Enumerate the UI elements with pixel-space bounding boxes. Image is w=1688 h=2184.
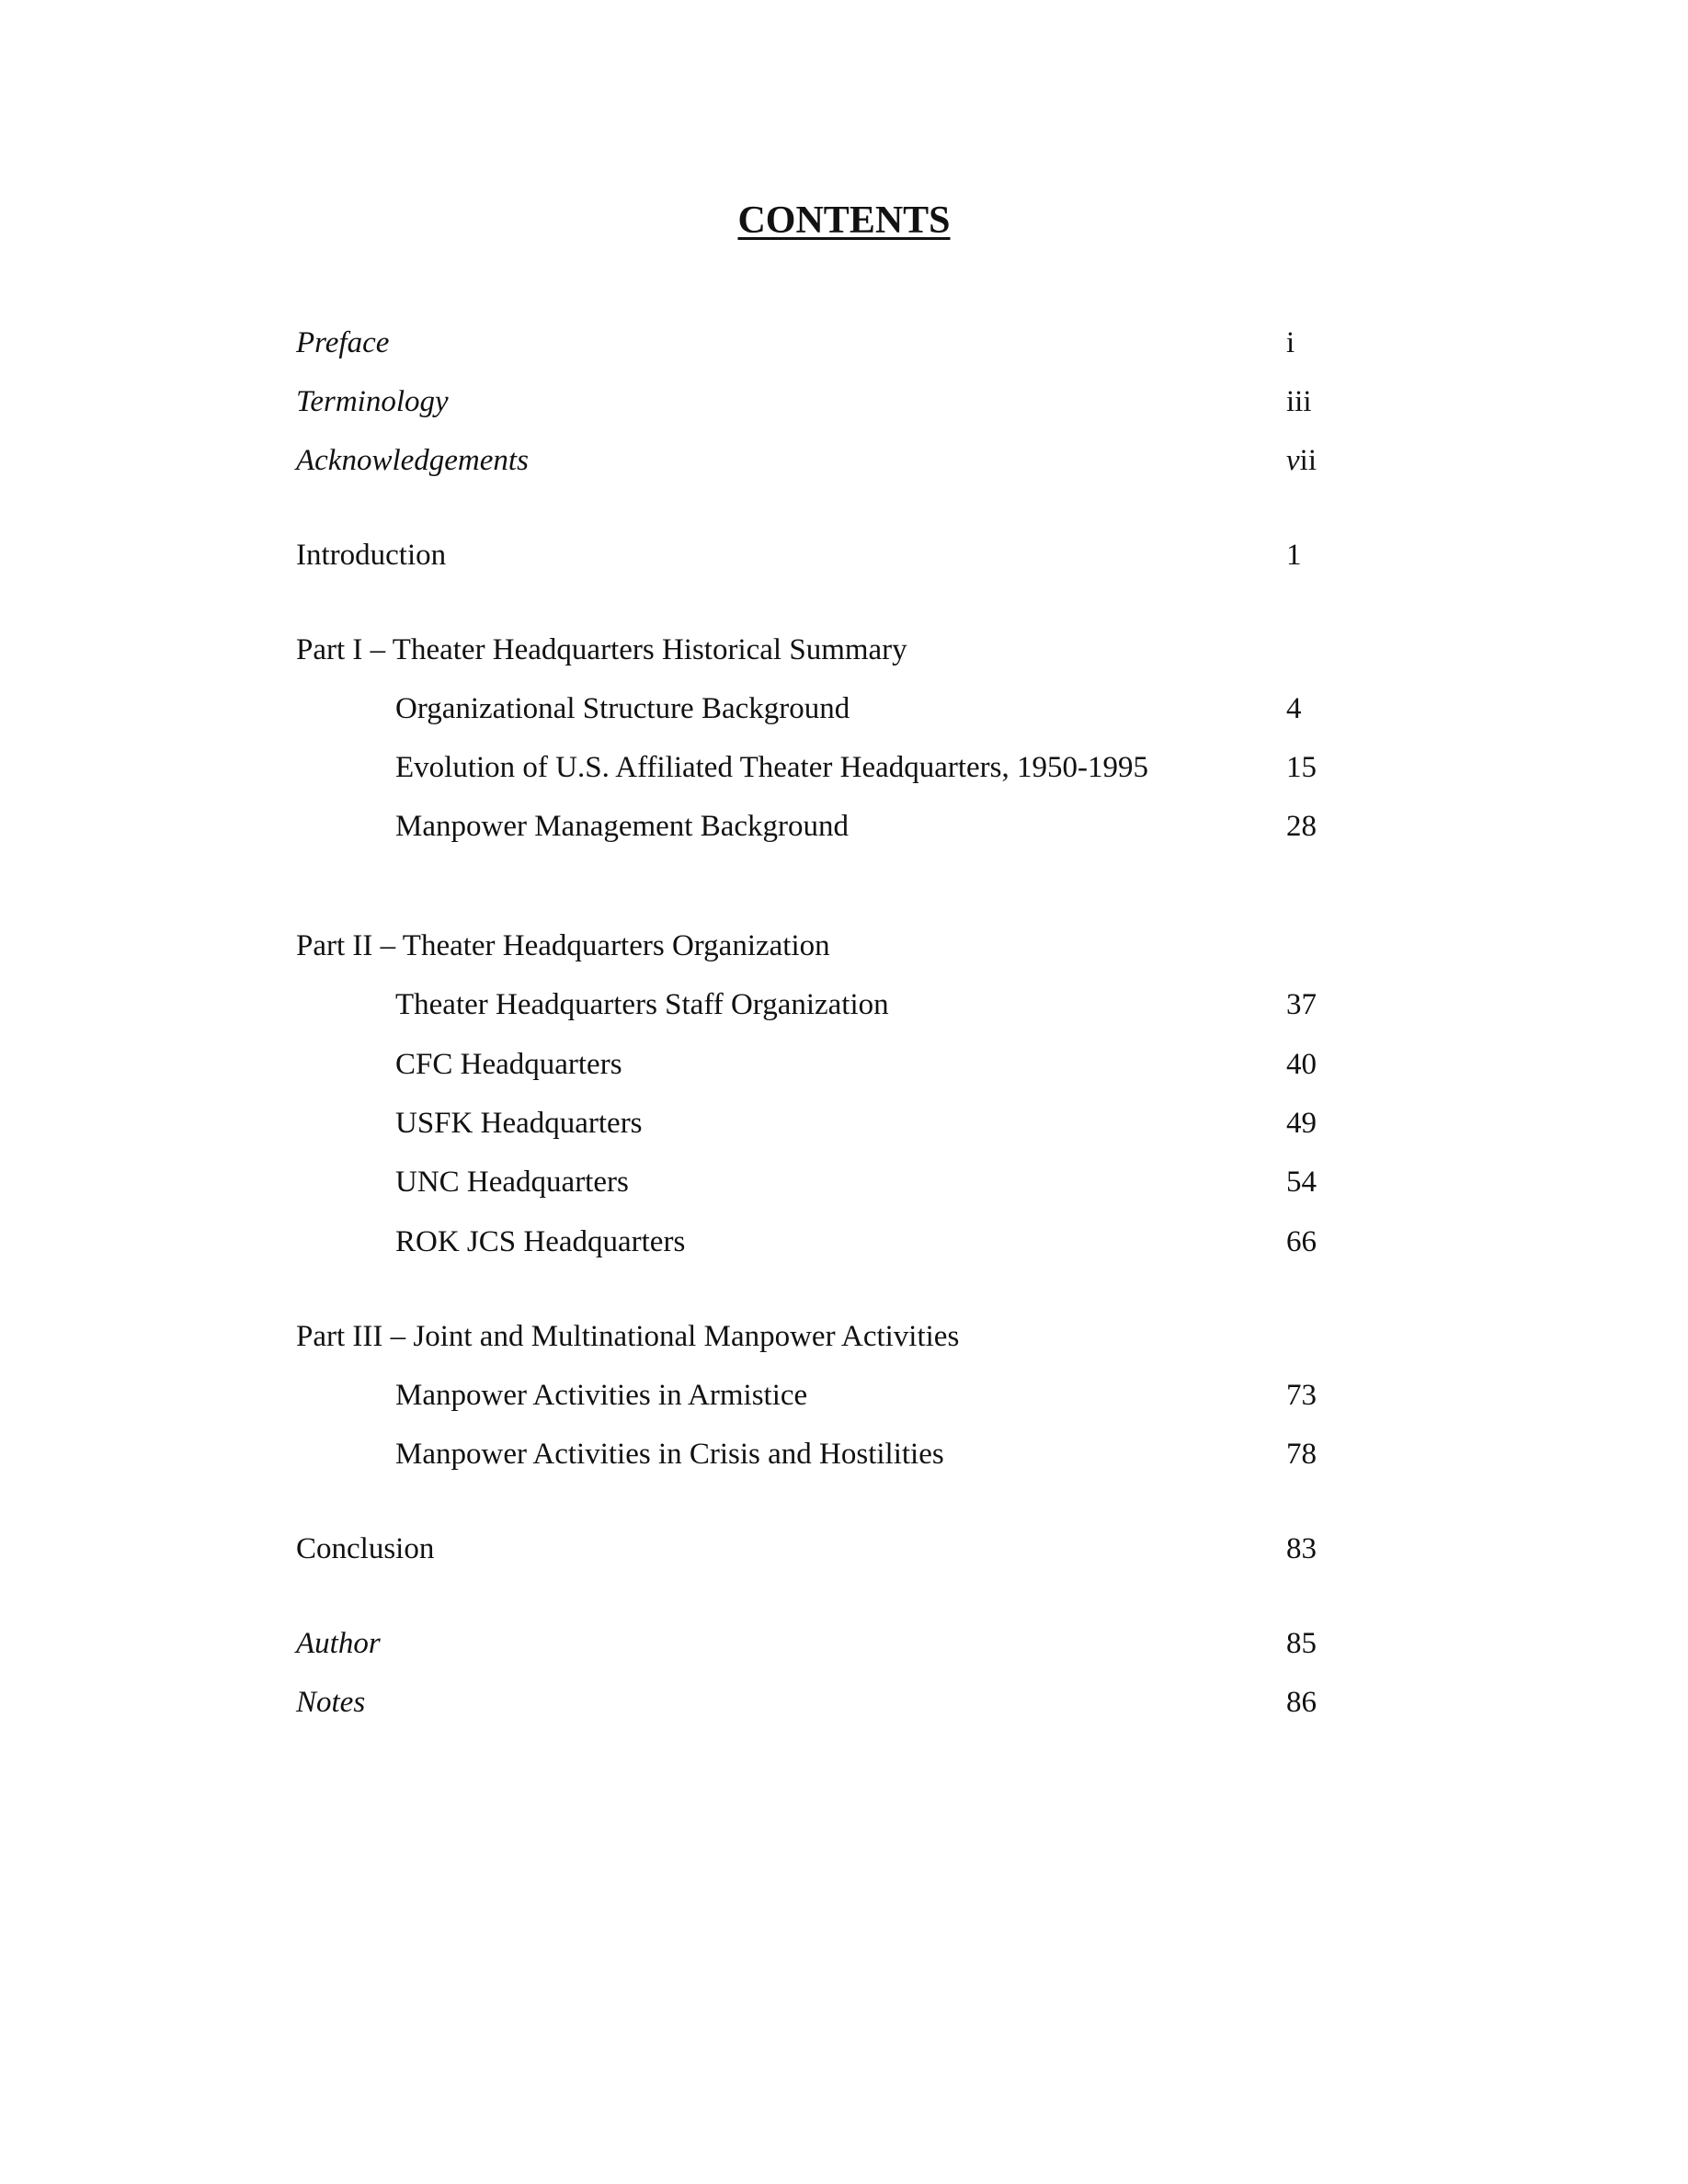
toc-entry-author: Author	[296, 1627, 381, 1660]
toc-part-heading: Part II – Theater Headquarters Organization	[296, 929, 830, 962]
toc-page-introduction: 1	[1286, 539, 1302, 572]
toc-entry: Manpower Activities in Armistice	[395, 1379, 808, 1412]
toc-entry: USFK Headquarters	[395, 1107, 643, 1140]
toc-page: 37	[1286, 988, 1317, 1021]
page-title: CONTENTS	[737, 199, 951, 242]
toc-page-conclusion: 83	[1286, 1532, 1317, 1565]
toc-entry: UNC Headquarters	[395, 1166, 629, 1199]
toc-entry: Organizational Structure Background	[395, 692, 850, 725]
toc-page: 15	[1286, 751, 1317, 784]
toc-page: 49	[1286, 1107, 1317, 1140]
toc-entry: Manpower Management Background	[395, 810, 850, 843]
toc-entry-introduction: Introduction	[296, 539, 447, 572]
toc-page-preface: i	[1286, 326, 1295, 359]
toc-entry-terminology: Terminology	[296, 385, 449, 418]
toc-page-notes: 86	[1286, 1686, 1317, 1719]
toc-page-acknowledgements: vii	[1286, 444, 1317, 477]
toc-page: 73	[1286, 1379, 1317, 1412]
toc-page: 78	[1286, 1438, 1317, 1471]
toc-entry-acknowledgements: Acknowledgements	[296, 444, 529, 477]
toc-entry-preface: Preface	[296, 326, 390, 359]
toc-page: 54	[1286, 1166, 1317, 1199]
toc-page-terminology: iii	[1286, 385, 1312, 418]
toc-page-author: 85	[1286, 1627, 1317, 1660]
toc-page: 28	[1286, 810, 1317, 843]
toc-entry: Evolution of U.S. Affiliated Theater Headquarters, 1950-1995	[395, 751, 1149, 784]
toc-entry: CFC Headquarters	[395, 1048, 622, 1081]
toc-entry: ROK JCS Headquarters	[395, 1225, 686, 1258]
toc-part-heading: Part III – Joint and Multinational Manpower Activities	[296, 1320, 960, 1353]
toc-entry: Theater Headquarters Staff Organization	[395, 988, 889, 1021]
toc-part-heading: Part I – Theater Headquarters Historical Summary	[296, 633, 907, 666]
toc-entry-conclusion: Conclusion	[296, 1532, 435, 1565]
toc-entry: Manpower Activities in Crisis and Hostilities	[395, 1438, 944, 1471]
toc-page: 4	[1286, 692, 1302, 725]
toc-entry-notes: Notes	[296, 1686, 366, 1719]
toc-page: 40	[1286, 1048, 1317, 1081]
toc-page: 66	[1286, 1225, 1317, 1258]
